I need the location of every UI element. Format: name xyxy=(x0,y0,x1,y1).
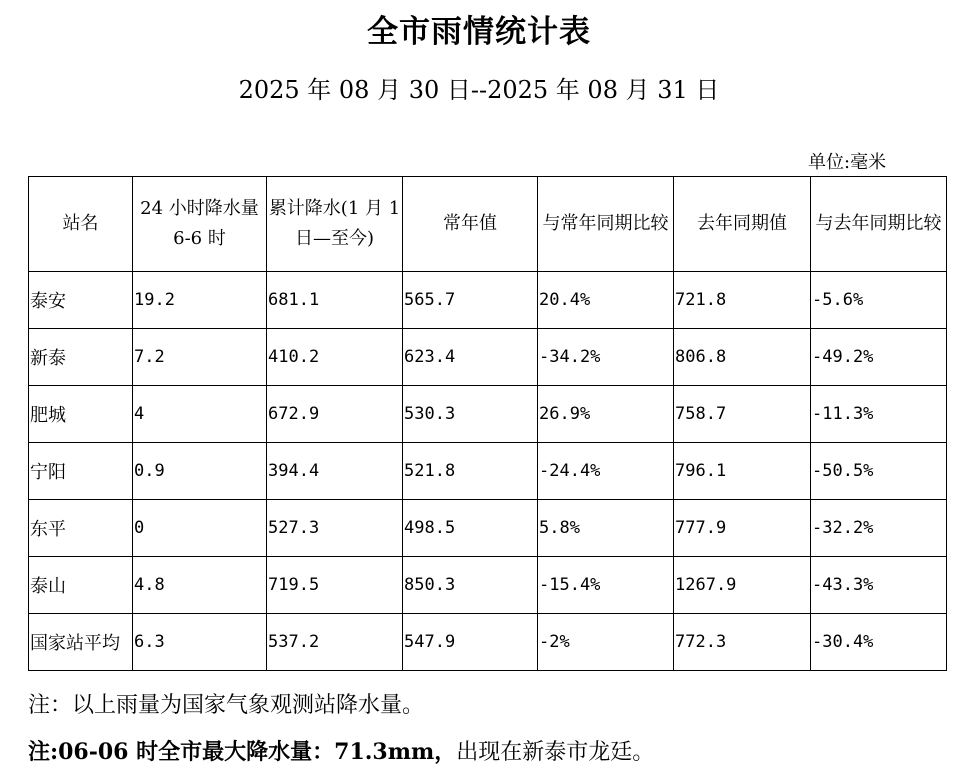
vs-normal-cell: -2% xyxy=(538,614,674,671)
table-row xyxy=(29,272,947,329)
cumulative-cell: 719.5 xyxy=(267,557,403,614)
last-year-cell: 806.8 xyxy=(674,329,811,386)
header-last-year: 去年同期值 xyxy=(674,177,811,272)
vs-normal-cell: 26.9% xyxy=(538,386,674,443)
last-year-cell: 758.7 xyxy=(674,386,811,443)
header-row xyxy=(29,177,947,272)
unit-label: 单位:毫米 xyxy=(808,152,887,173)
vs-last-year-cell: -32.2% xyxy=(811,500,947,557)
rain-24h-cell: 0 xyxy=(133,500,267,557)
vs-normal-cell: -24.4% xyxy=(538,443,674,500)
station-cell: 国家站平均 xyxy=(29,614,133,671)
footnote-max-rain-location: 出现在新泰市龙廷。 xyxy=(456,740,655,765)
last-year-cell: 796.1 xyxy=(674,443,811,500)
table-row xyxy=(29,614,947,671)
rain-24h-cell: 19.2 xyxy=(133,272,267,329)
vs-last-year-cell: -49.2% xyxy=(811,329,947,386)
normal-cell: 623.4 xyxy=(403,329,538,386)
station-cell: 肥城 xyxy=(29,386,133,443)
station-cell: 新泰 xyxy=(29,329,133,386)
header-vs-last-year: 与去年同期比较 xyxy=(811,177,947,272)
last-year-cell: 777.9 xyxy=(674,500,811,557)
vs-normal-cell: 20.4% xyxy=(538,272,674,329)
header-station: 站名 xyxy=(29,177,133,272)
cumulative-cell: 672.9 xyxy=(267,386,403,443)
rain-24h-cell: 6.3 xyxy=(133,614,267,671)
date-range: 2025 年 08 月 30 日--2025 年 08 月 31 日 xyxy=(238,76,720,104)
vs-last-year-cell: -50.5% xyxy=(811,443,947,500)
header-normal: 常年值 xyxy=(403,177,538,272)
footnote-source: 注：以上雨量为国家气象观测站降水量。 xyxy=(28,693,425,718)
vs-normal-cell: -34.2% xyxy=(538,329,674,386)
header-rain-24h: 24 小时降水量 6-6 时 xyxy=(133,177,267,272)
last-year-cell: 1267.9 xyxy=(674,557,811,614)
cumulative-cell: 394.4 xyxy=(267,443,403,500)
rainfall-table xyxy=(28,176,947,671)
rain-24h-cell: 4.8 xyxy=(133,557,267,614)
vs-last-year-cell: -43.3% xyxy=(811,557,947,614)
rain-24h-cell: 4 xyxy=(133,386,267,443)
normal-cell: 850.3 xyxy=(403,557,538,614)
normal-cell: 530.3 xyxy=(403,386,538,443)
vs-last-year-cell: -11.3% xyxy=(811,386,947,443)
last-year-cell: 721.8 xyxy=(674,272,811,329)
table-row xyxy=(29,557,947,614)
table-row xyxy=(29,500,947,557)
normal-cell: 521.8 xyxy=(403,443,538,500)
header-cumulative: 累计降水(1 月 1 日—至今) xyxy=(267,177,403,272)
vs-normal-cell: -15.4% xyxy=(538,557,674,614)
table-row xyxy=(29,443,947,500)
last-year-cell: 772.3 xyxy=(674,614,811,671)
vs-last-year-cell: -5.6% xyxy=(811,272,947,329)
rain-24h-cell: 7.2 xyxy=(133,329,267,386)
station-cell: 宁阳 xyxy=(29,443,133,500)
cumulative-cell: 527.3 xyxy=(267,500,403,557)
vs-last-year-cell: -30.4% xyxy=(811,614,947,671)
table-row xyxy=(29,386,947,443)
table-row xyxy=(29,329,947,386)
footnote-max-rain xyxy=(28,735,654,766)
station-cell: 泰山 xyxy=(29,557,133,614)
vs-normal-cell: 5.8% xyxy=(538,500,674,557)
station-cell: 泰安 xyxy=(29,272,133,329)
header-vs-normal: 与常年同期比较 xyxy=(538,177,674,272)
cumulative-cell: 537.2 xyxy=(267,614,403,671)
station-cell: 东平 xyxy=(29,500,133,557)
cumulative-cell: 681.1 xyxy=(267,272,403,329)
rain-24h-cell: 0.9 xyxy=(133,443,267,500)
page-title: 全市雨情统计表 xyxy=(367,14,591,50)
normal-cell: 565.7 xyxy=(403,272,538,329)
cumulative-cell: 410.2 xyxy=(267,329,403,386)
normal-cell: 498.5 xyxy=(403,500,538,557)
footnote-max-rain-value: 注:06-06 时全市最大降水量：71.3mm， xyxy=(28,739,457,765)
normal-cell: 547.9 xyxy=(403,614,538,671)
